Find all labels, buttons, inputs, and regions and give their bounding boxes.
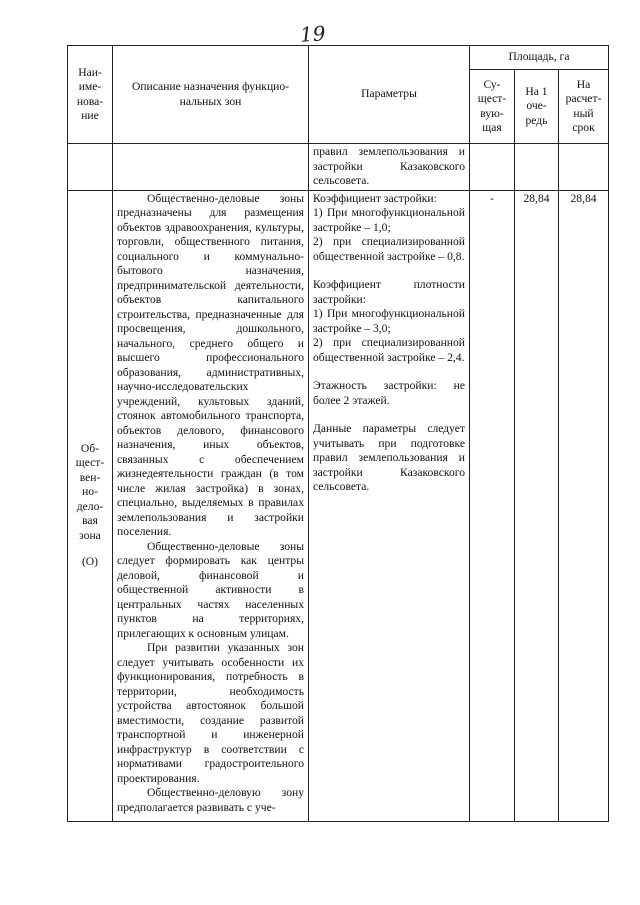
header-description: Описание назначения функцио- нальных зон bbox=[113, 46, 309, 144]
header-area-first-stage: На 1 оче- редь bbox=[515, 70, 559, 144]
cell-empty bbox=[515, 144, 559, 191]
table-row bbox=[68, 144, 609, 191]
zone-parameters: Коэффициент застройки: 1) При многофункциональной застройке – 1,0; 2) при специализированной общественной застройке – 0,8. Коэффициент плотности застройки: 1) При многофункциональной застройке – 3,0; 2) при специализированной общественной застройке – 2,4. Этажность застройки: не более 2 этажей. Данные параметры следует учитывать при подготовке правил землепользования и застройки Казаковского сельсовета. bbox=[309, 190, 470, 821]
area-calc-period: 28,84 bbox=[559, 190, 609, 821]
cell-empty bbox=[559, 144, 609, 191]
header-area-existing: Су- щест- вую- щая bbox=[470, 70, 515, 144]
header-parameters: Параметры bbox=[309, 46, 470, 144]
zone-code: (О) bbox=[81, 555, 99, 568]
zones-table bbox=[67, 45, 609, 822]
area-existing: - bbox=[470, 190, 515, 821]
table-row bbox=[68, 190, 609, 821]
zone-description: Общественно-деловые зоны предназначены для размещения объектов здравоохранения, культуры, торговли, общественного питания, социального и коммунально-бытового назначения, предпринимательской деятельности, объектов капитального строительства, предназначенные для просвещения, дошкольного, начального, среднего общего и высшего профессионального образования, административных, научно-исследовательских учреждений, культовых зданий, стоянок автомобильного транспорта, объектов делового, финансового назначения, иных объектов, связанных с обеспечением жизнедеятельности граждан (в том числе жилая застройка) в зонах, специально, выделяемых в правилах землепользования и застройки поселения. Общественно-деловые зоны следует формировать как центры деловой, финансовой и общественной активности в центральных частях населенных пунктов на территориях, прилегающих к основным улицам. При развитии указанных зон следует учитывать особенности их функционирования, потребность в территории, необходимость устройства автостоянок большой вместимости, создание развитой транспортной и инженерной инфраструктур в соответствии с нормативами градостроительного проектирования. Общественно-деловую зону предполагается развивать с уче- bbox=[113, 190, 309, 821]
header-area: Площадь, га bbox=[470, 46, 609, 70]
continued-params: правил землепользования и застройки Казаковского сельсовета. bbox=[309, 144, 470, 191]
page-number: 19 bbox=[299, 21, 327, 47]
header-area-calc-period: На расчет- ный срок bbox=[559, 70, 609, 144]
cell-empty bbox=[68, 144, 113, 191]
cell-empty bbox=[470, 144, 515, 191]
header-name: Наи- име- нова- ние bbox=[68, 46, 113, 144]
cell-empty bbox=[113, 144, 309, 191]
zone-name: Об- щест- вен- но- дело- вая зона (О) bbox=[68, 190, 113, 821]
area-first-stage: 28,84 bbox=[515, 190, 559, 821]
